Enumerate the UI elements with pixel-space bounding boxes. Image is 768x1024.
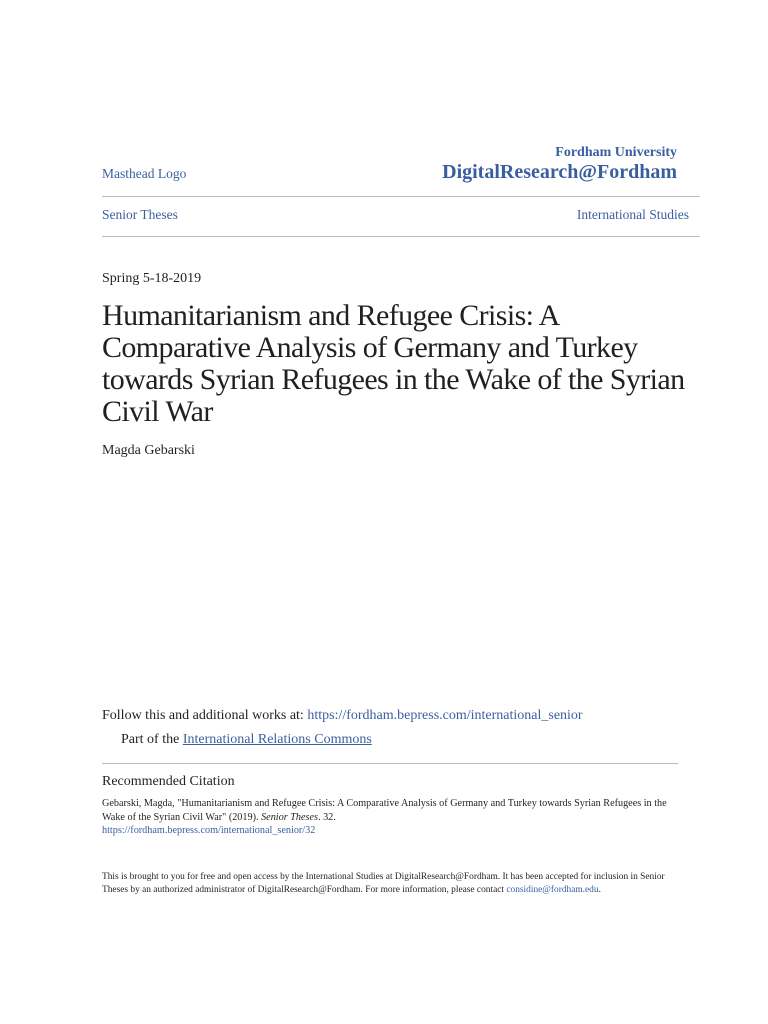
citation-text: Gebarski, Magda, "Humanitarianism and Refugee Crisis: A Comparative Analysis of Germany and Turkey towards Syrian Refugees in the Wake of the Syrian Civil War" (2019). <box>102 798 667 823</box>
follow-label: Follow this and additional works at: <box>102 708 308 723</box>
citation-url-link[interactable]: https://fordham.bepress.com/international_senior/32 <box>102 825 316 836</box>
department-link[interactable]: International Studies <box>576 207 689 222</box>
university-name[interactable]: Fordham University <box>555 145 677 160</box>
citation-number: . 32. <box>317 811 336 823</box>
repository-name[interactable]: DigitalResearch@Fordham <box>442 161 677 183</box>
contact-email-link[interactable]: considine@fordham.edu <box>506 885 599 895</box>
header-divider-top <box>102 196 700 197</box>
follow-url-link[interactable]: https://fordham.bepress.com/international_senior <box>307 708 583 723</box>
citation-divider <box>102 763 678 764</box>
author-name: Magda Gebarski <box>102 443 195 458</box>
part-of-label: Part of the <box>121 732 183 747</box>
access-notice-end: . <box>598 885 601 895</box>
masthead-logo-link[interactable]: Masthead Logo <box>102 166 187 181</box>
publication-date: Spring 5-18-2019 <box>102 271 202 286</box>
access-notice <box>102 871 677 897</box>
series-link[interactable]: Senior Theses <box>102 207 178 222</box>
access-notice-text: This is brought to you for free and open access by the International Studies at DigitalResearch@Fordham. It has been accepted for inclusion in Senior Theses by an authorized administrator of DigitalResearch@Fordham. For more information, please contact <box>102 872 665 895</box>
document-title: Humanitarianism and Refugee Crisis: A Comparative Analysis of Germany and Turkey towards Syrian Refugees in the Wake of the Syrian Civil War <box>102 299 685 428</box>
citation-series: Senior Theses <box>261 811 318 823</box>
commons-link[interactable]: International Relations Commons <box>182 732 372 747</box>
part-of-line <box>121 732 372 748</box>
follow-line <box>102 708 583 724</box>
citation-heading: Recommended Citation <box>102 774 235 789</box>
citation-body <box>102 797 672 838</box>
header-divider-bottom <box>102 236 700 237</box>
